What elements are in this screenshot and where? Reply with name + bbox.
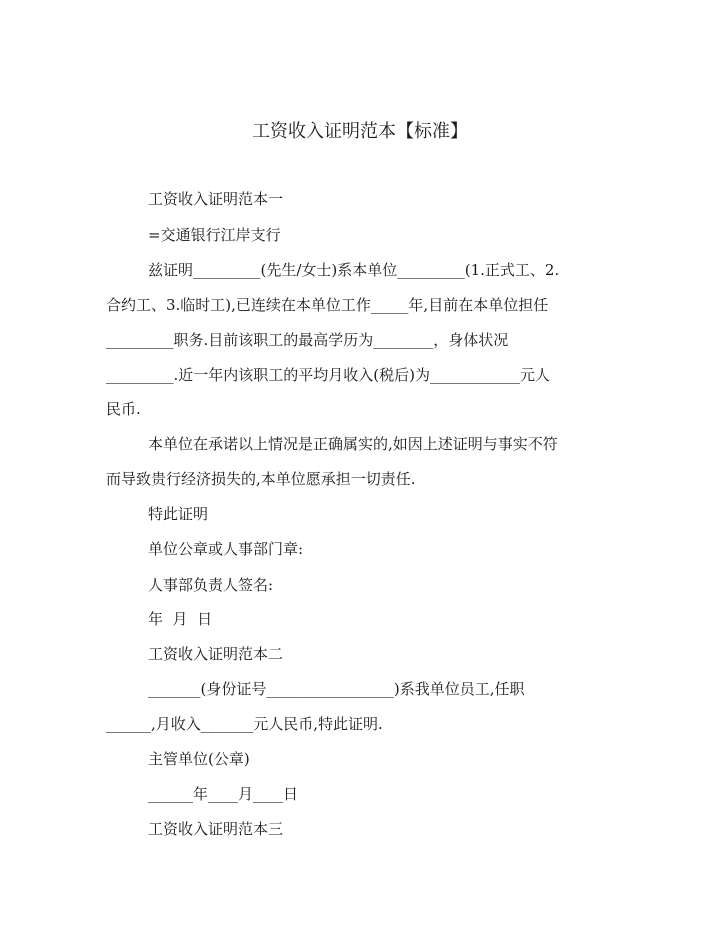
paragraph-line: 兹证明_________(先生/女士)系本单位_________(1.正式工、2. <box>148 261 560 279</box>
paragraph-line: _______(身份证号_________________)系我单位员工,任职 <box>148 680 525 698</box>
section-two-heading: 工资收入证明范本二 <box>148 645 284 663</box>
signature-line: 人事部负责人签名: <box>148 576 274 594</box>
seal-line: 主管单位(公章) <box>148 750 250 768</box>
certify-line: 特此证明 <box>148 505 209 523</box>
seal-line: 单位公章或人事部门章: <box>148 540 304 558</box>
paragraph-line: 民币. <box>106 400 141 418</box>
paragraph-line: _________职务.目前该职工的最高学历为________，身体状况 <box>106 331 509 349</box>
section-three-heading: 工资收入证明范本三 <box>148 820 284 838</box>
paragraph-line: _________.近一年内该职工的平均月收入(税后)为____________元人 <box>106 366 550 384</box>
paragraph-line: 本单位在承诺以上情况是正确属实的,如因上述证明与事实不符 <box>148 435 558 453</box>
paragraph-line: 合约工、3.临时工),已连续在本单位工作_____年,目前在本单位担任 <box>106 296 549 314</box>
date-line: ______年____月____日 <box>148 785 299 803</box>
section-one-heading: 工资收入证明范本一 <box>148 190 284 208</box>
addressee-line: =交通银行江岸支行 <box>148 226 281 244</box>
document-title: 工资收入证明范本【标准】 <box>252 121 468 142</box>
paragraph-line: 而导致贵行经济损失的,本单位愿承担一切责任. <box>106 470 416 488</box>
date-line: 年 月 日 <box>148 610 213 628</box>
paragraph-line: ______,月收入_______元人民币,特此证明. <box>106 715 383 733</box>
